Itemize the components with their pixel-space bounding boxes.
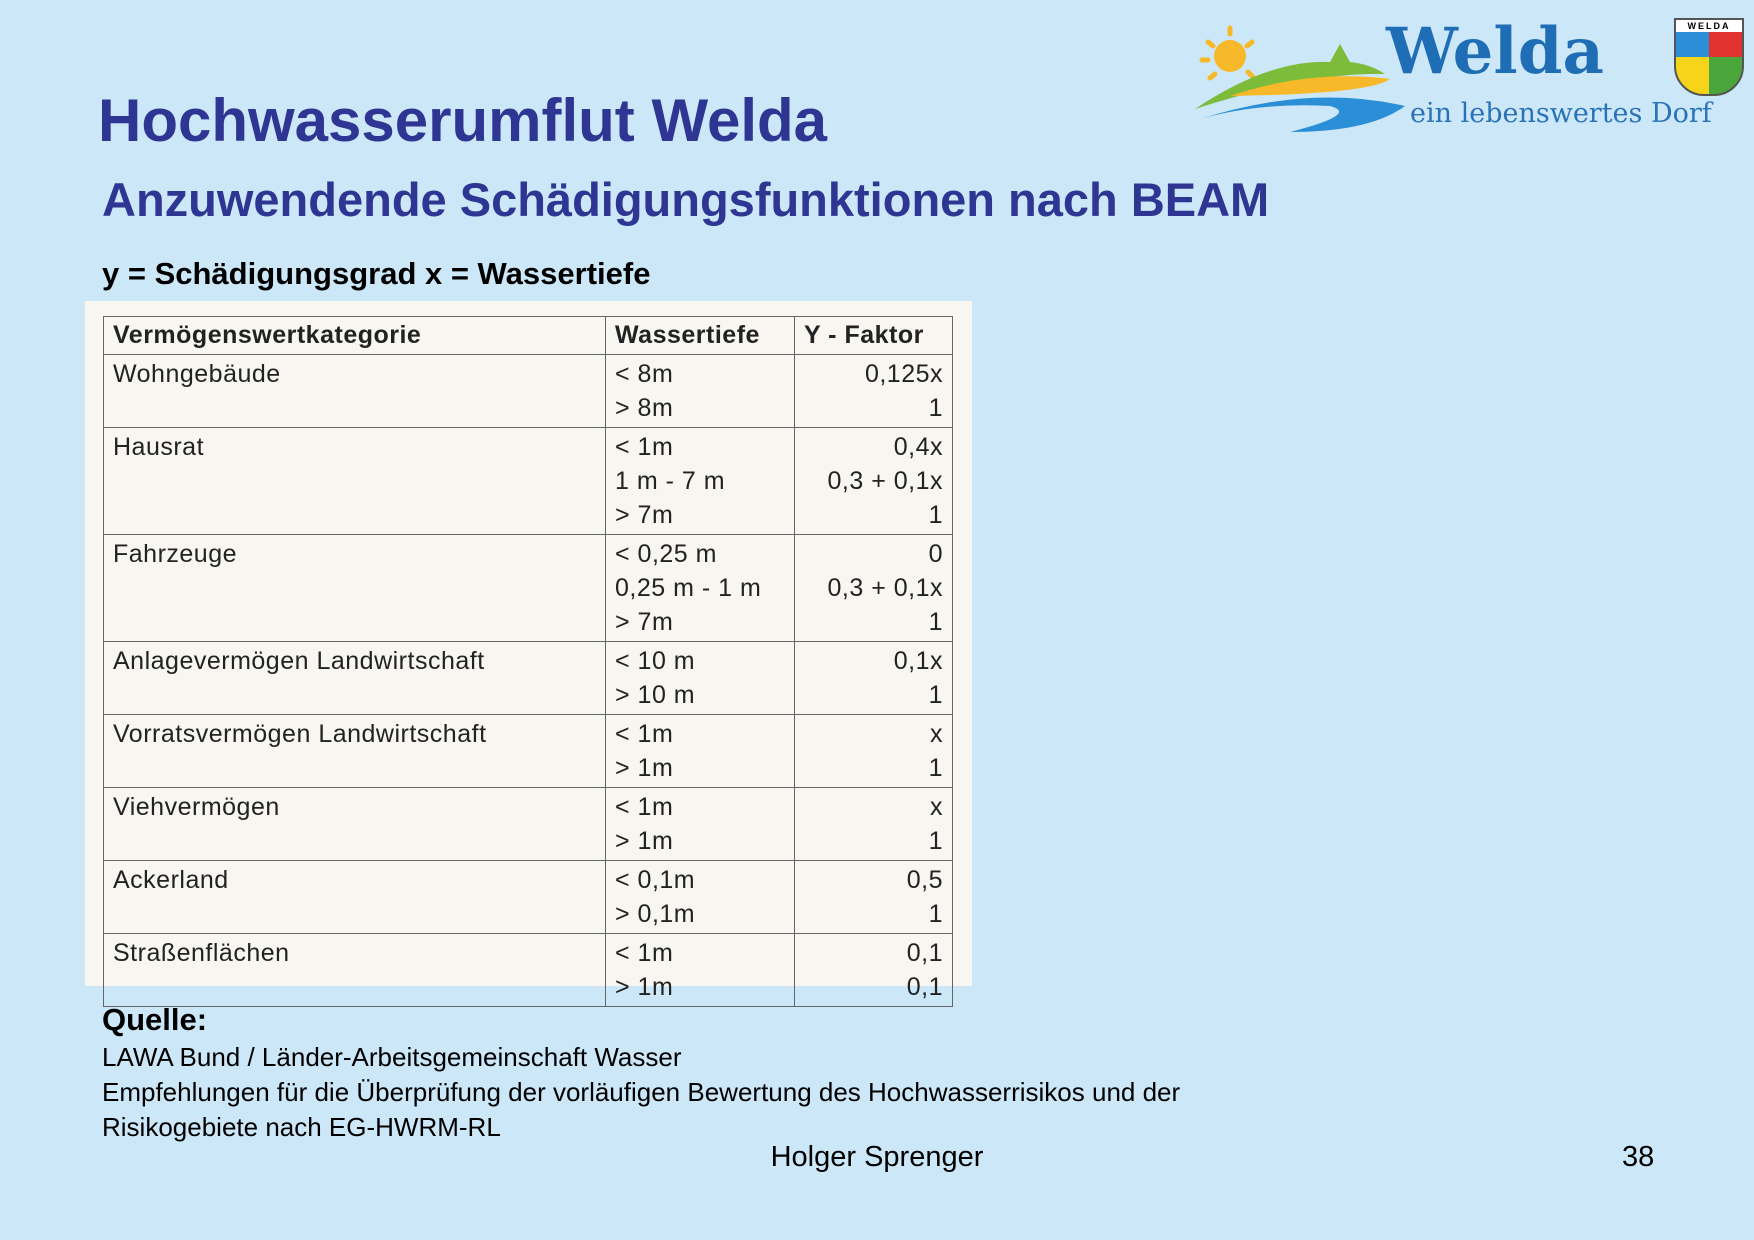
factor-value: 0,1 [906, 973, 943, 1001]
table-row [104, 535, 953, 642]
crest-icon [1674, 18, 1744, 96]
depth-value: > 1m [615, 827, 674, 855]
depth-value: > 1m [615, 754, 674, 782]
factor-cell [795, 788, 953, 861]
factor-value: 0,3 + 0,1x [827, 574, 943, 602]
depth-value: < 1m [615, 939, 674, 967]
header-depth: Wassertiefe [606, 317, 795, 355]
factor-value: 1 [928, 394, 943, 422]
crest-text: WELDA [1676, 20, 1742, 32]
factor-value: 1 [928, 681, 943, 709]
page-title: Hochwasserumflut Welda [98, 87, 828, 154]
factor-cell [795, 355, 953, 428]
source-line: Empfehlungen für die Überprüfung der vorläufigen Bewertung des Hochwasserrisikos und der [102, 1077, 1181, 1107]
depth-value: > 7m [615, 501, 674, 529]
header-category: Vermögenswertkategorie [104, 317, 606, 355]
logo-wordmark: Welda [1386, 14, 1604, 89]
factor-value: 0,1x [893, 647, 943, 675]
depth-value: 0,25 m - 1 m [615, 574, 762, 602]
depth-cell [606, 355, 795, 428]
page-number: 38 [1622, 1141, 1655, 1173]
factor-cell [795, 861, 953, 934]
logo-tagline: ein lebenswertes Dorf [1410, 98, 1712, 129]
page-subtitle: Anzuwendende Schädigungsfunktionen nach BEAM [102, 173, 1270, 226]
category-cell: Viehvermögen [104, 788, 606, 861]
category-cell: Hausrat [104, 428, 606, 535]
depth-value: < 8m [615, 360, 674, 388]
category-cell: Anlagevermögen Landwirtschaft [104, 642, 606, 715]
factor-value: 0,3 + 0,1x [827, 467, 943, 495]
depth-value: < 1m [615, 793, 674, 821]
factor-value: x [930, 720, 943, 748]
factor-value: 0 [928, 540, 943, 568]
depth-cell [606, 934, 795, 1007]
footer-author: Holger Sprenger [770, 1141, 984, 1173]
sun-icon [1202, 28, 1253, 78]
depth-value: < 1m [615, 720, 674, 748]
category-cell: Wohngebäude [104, 355, 606, 428]
table-row [104, 861, 953, 934]
factor-value: 0,1 [906, 939, 943, 967]
factor-cell [795, 428, 953, 535]
factor-value: 0,5 [906, 866, 943, 894]
depth-value: 1 m - 7 m [615, 467, 726, 495]
factor-cell [795, 715, 953, 788]
depth-value: > 8m [615, 394, 674, 422]
depth-cell [606, 861, 795, 934]
category-cell: Straßenflächen [104, 934, 606, 1007]
factor-value: 1 [928, 501, 943, 529]
category-cell: Ackerland [104, 861, 606, 934]
factor-cell [795, 535, 953, 642]
category-cell: Vorratsvermögen Landwirtschaft [104, 715, 606, 788]
table-row [104, 428, 953, 535]
depth-cell [606, 788, 795, 861]
depth-value: > 1m [615, 973, 674, 1001]
table-row [104, 355, 953, 428]
table-row [104, 788, 953, 861]
depth-cell [606, 535, 795, 642]
factor-cell [795, 934, 953, 1007]
factor-value: 1 [928, 827, 943, 855]
table-row [104, 715, 953, 788]
depth-cell [606, 715, 795, 788]
table-panel [85, 301, 972, 1001]
category-cell: Fahrzeuge [104, 535, 606, 642]
depth-value: < 0,25 m [615, 540, 717, 568]
header-factor: Y - Faktor [795, 317, 953, 355]
factor-value: 0,125x [864, 360, 943, 388]
table-row [104, 934, 953, 1007]
factor-value: x [930, 793, 943, 821]
formula-legend: y = Schädigungsgrad x = Wassertiefe [102, 256, 651, 291]
factor-value: 1 [928, 608, 943, 636]
factor-value: 0,4x [893, 433, 943, 461]
depth-value: < 0,1m [615, 866, 696, 894]
depth-value: > 7m [615, 608, 674, 636]
factor-value: 1 [928, 900, 943, 928]
source-line: LAWA Bund / Länder-Arbeitsgemeinschaft Wasser [102, 1042, 682, 1072]
factor-cell [795, 642, 953, 715]
depth-value: > 10 m [615, 681, 696, 709]
table-row [104, 642, 953, 715]
depth-cell [606, 642, 795, 715]
source-label: Quelle: [102, 1002, 208, 1037]
depth-cell [606, 428, 795, 535]
depth-value: < 10 m [615, 647, 696, 675]
depth-value: < 1m [615, 433, 674, 461]
damage-function-table [103, 316, 953, 1007]
depth-value: > 0,1m [615, 900, 696, 928]
source-line: Risikogebiete nach EG-HWRM-RL [102, 1112, 501, 1142]
welda-logo [1190, 14, 1750, 134]
factor-value: 1 [928, 754, 943, 782]
